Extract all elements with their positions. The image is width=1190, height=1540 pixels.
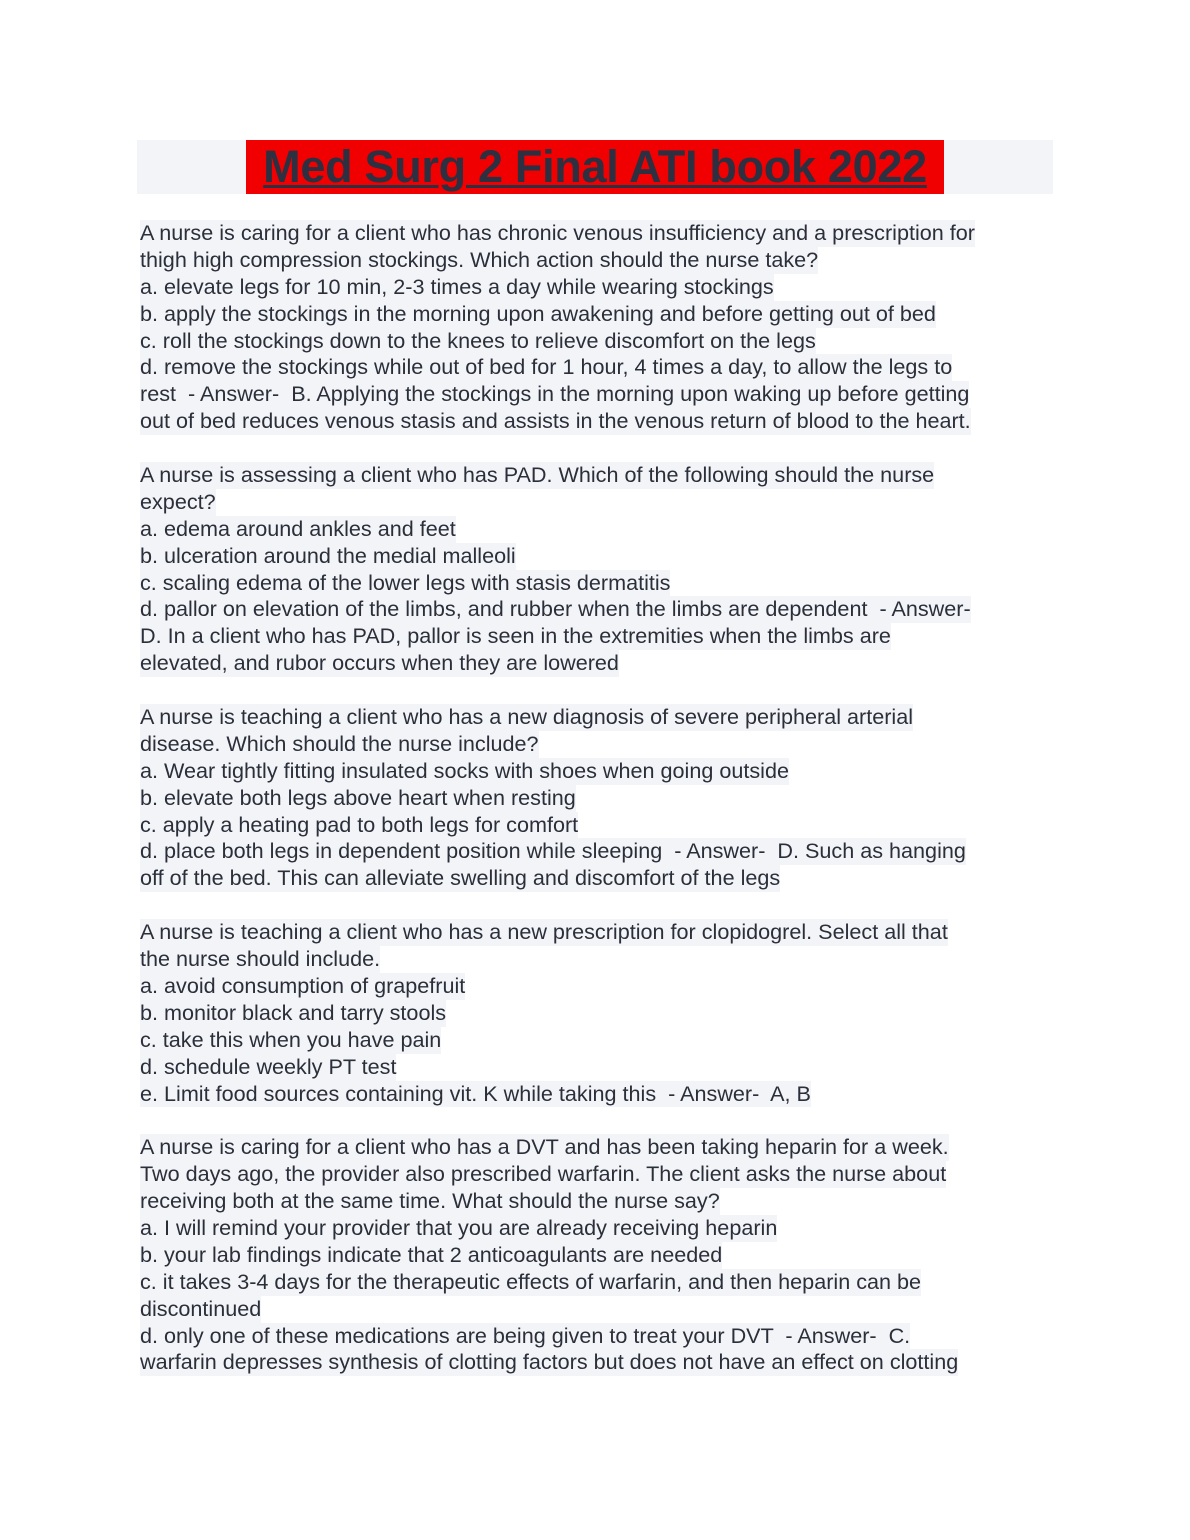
option-line: a. edema around ankles and feet	[140, 515, 456, 541]
answer-line: rest - Answer- B. Applying the stockings in the morning upon waking up before getting	[140, 381, 970, 407]
option-line: c. it takes 3-4 days for the therapeutic effects of warfarin, and then heparin can be	[140, 1268, 922, 1294]
question-block	[140, 919, 1070, 1107]
question-block	[140, 462, 1070, 677]
option-line: b. elevate both legs above heart when resting	[140, 784, 576, 810]
answer-line: D. In a client who has PAD, pallor is seen in the extremities when the limbs are	[140, 623, 891, 649]
option-line: b. apply the stockings in the morning upon awakening and before getting out of bed	[140, 300, 936, 326]
answer-line: elevated, and rubor occurs when they are lowered	[140, 650, 619, 676]
text-line: A nurse is caring for a client who has chronic venous insufficiency and a prescription for	[140, 220, 975, 245]
answer-line: e. Limit food sources containing vit. K while taking this - Answer- A, B	[140, 1080, 811, 1106]
text-line: A nurse is assessing a client who has PAD. Which of the following should the nurse	[140, 462, 935, 488]
text-line: A nurse is teaching a client who has a new prescription for clopidogrel. Select all that	[140, 919, 948, 945]
text-line: A nurse is caring for a client who has a DVT and has been taking heparin for a week.	[140, 1134, 949, 1160]
text-line: receiving both at the same time. What should the nurse say?	[140, 1188, 720, 1214]
document-title: Med Surg 2 Final ATI book 2022	[263, 141, 927, 192]
option-line: d. schedule weekly PT test	[140, 1053, 397, 1079]
option-line: d. pallor on elevation of the limbs, and rubber when the limbs are dependent - Answer-	[140, 596, 971, 622]
question-block	[140, 1134, 1070, 1376]
option-line: d. remove the stockings while out of bed for 1 hour, 4 times a day, to allow the legs to	[140, 354, 953, 380]
option-line: a. I will remind your provider that you are already receiving heparin	[140, 1214, 778, 1240]
text-line: A nurse is teaching a client who has a new diagnosis of severe peripheral arterial	[140, 704, 914, 730]
answer-line: warfarin depresses synthesis of clotting factors but does not have an effect on clotting	[140, 1349, 959, 1375]
option-line: a. Wear tightly fitting insulated socks with shoes when going outside	[140, 757, 789, 783]
option-line: b. ulceration around the medial malleoli	[140, 542, 516, 568]
option-line: d. place both legs in dependent position while sleeping - Answer- D. Such as hanging	[140, 838, 966, 864]
text-line: expect?	[140, 488, 216, 514]
text-line: thigh high compression stockings. Which action should the nurse take?	[140, 246, 819, 272]
answer-line: out of bed reduces venous stasis and assists in the venous return of blood to the heart.	[140, 408, 971, 434]
option-line: discontinued	[140, 1295, 262, 1321]
question-block	[140, 220, 1070, 435]
option-line: c. roll the stockings down to the knees to relieve discomfort on the legs	[140, 327, 816, 353]
text-line: Two days ago, the provider also prescribed warfarin. The client asks the nurse about	[140, 1161, 947, 1187]
text-line: disease. Which should the nurse include?	[140, 730, 539, 756]
question-block	[140, 704, 1070, 892]
answer-line: off of the bed. This can alleviate swelling and discomfort of the legs	[140, 865, 781, 891]
option-line: a. avoid consumption of grapefruit	[140, 972, 466, 998]
answer-line: d. only one of these medications are being given to treat your DVT - Answer- C.	[140, 1322, 911, 1348]
text-line: the nurse should include.	[140, 946, 381, 972]
document-body	[140, 220, 1070, 1403]
option-line: b. monitor black and tarry stools	[140, 999, 447, 1025]
option-line: c. scaling edema of the lower legs with stasis dermatitis	[140, 569, 671, 595]
option-line: c. apply a heating pad to both legs for comfort	[140, 811, 579, 837]
option-line: a. elevate legs for 10 min, 2-3 times a day while wearing stockings	[140, 273, 774, 299]
title-banner	[246, 140, 944, 194]
option-line: b. your lab findings indicate that 2 anticoagulants are needed	[140, 1241, 723, 1267]
option-line: c. take this when you have pain	[140, 1026, 442, 1052]
